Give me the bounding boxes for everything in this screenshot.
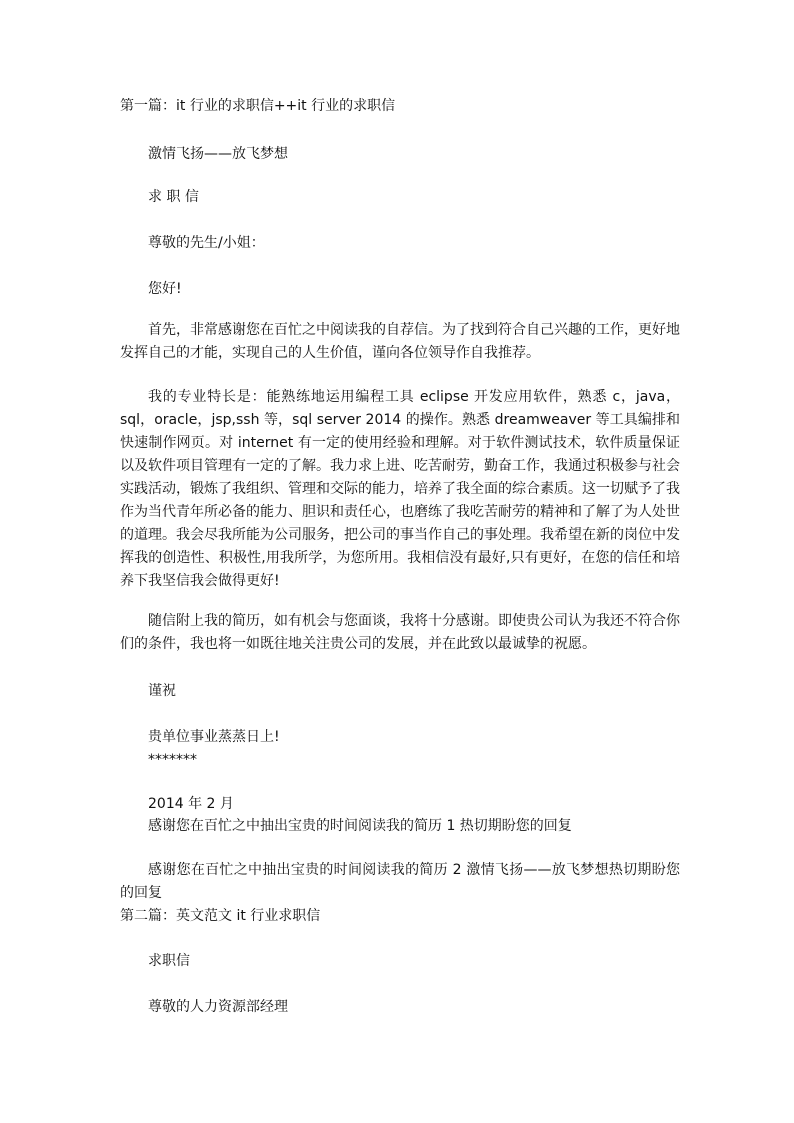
thanks-line-2: 感谢您在百忙之中抽出宝贵的时间阅读我的简历 2 激情飞扬——放飞梦想热切期盼您的回复: [120, 862, 680, 901]
section-heading-2: 第二篇：英文范文 it 行业求职信: [120, 908, 321, 924]
letter-title: 求 职 信: [148, 189, 199, 205]
section-heading-1: 第一篇：it 行业的求职信++it 行业的求职信: [120, 98, 396, 114]
greeting: 您好!: [148, 281, 182, 297]
thanks-line-1: 感谢您在百忙之中抽出宝贵的时间阅读我的简历 1 热切期盼您的回复: [148, 818, 572, 834]
date: 2014 年 2 月: [148, 796, 234, 812]
paragraph-resume: 随信附上我的简历，如有机会与您面谈，我将十分感谢。即使贵公司认为我还不符合你们的条件，我也将一如既往地关注贵公司的发展，并在此致以最诚挚的祝愿。: [120, 613, 680, 652]
slogan: 激情飞扬——放飞梦想: [148, 146, 288, 162]
paragraph-skills: 我的专业特长是：能熟练地运用编程工具 eclipse 开发应用软件，熟悉 c，java，sql，oracle，jsp,ssh 等，sql server 2014 的操作。熟悉 dreamweaver 等工具编排和快速制作网页。对 internet 有一定的使用经验和理解。对于软件测试技术，软件质量保证以及软件项目管理有一定的了解。我力求上进、吃苦耐劳，勤奋工作，我通过积极参与社会实践活动，锻炼了我组织、管理和交际的能力，培养了我全面的综合素质。这一切赋予了我作为当代青年所必备的能力、胆识和责任心，也磨练了我吃苦耐劳的精神和了解了为人处世的道理。我会尽我所能为公司服务，把公司的事当作自己的事处理。我希望在新的岗位中发挥我的创造性、积极性,用我所学，为您所用。我相信没有最好,只有更好，在您的信任和培养下我坚信我会做得更好!: [120, 389, 680, 589]
paragraph-intro: 首先，非常感谢您在百忙之中阅读我的自荐信。为了找到符合自己兴趣的工作，更好地发挥自己的才能，实现自己的人生价值，谨向各位领导作自我推荐。: [120, 322, 680, 361]
letter-title-2: 求职信: [148, 953, 190, 969]
salutation-2: 尊敬的人力资源部经理: [148, 999, 288, 1015]
closing-blessing: 贵单位事业蒸蒸日上!: [148, 729, 280, 745]
closing-wish: 谨祝: [148, 683, 176, 699]
salutation: 尊敬的先生/小姐：: [148, 235, 265, 251]
signature: *******: [148, 752, 197, 768]
